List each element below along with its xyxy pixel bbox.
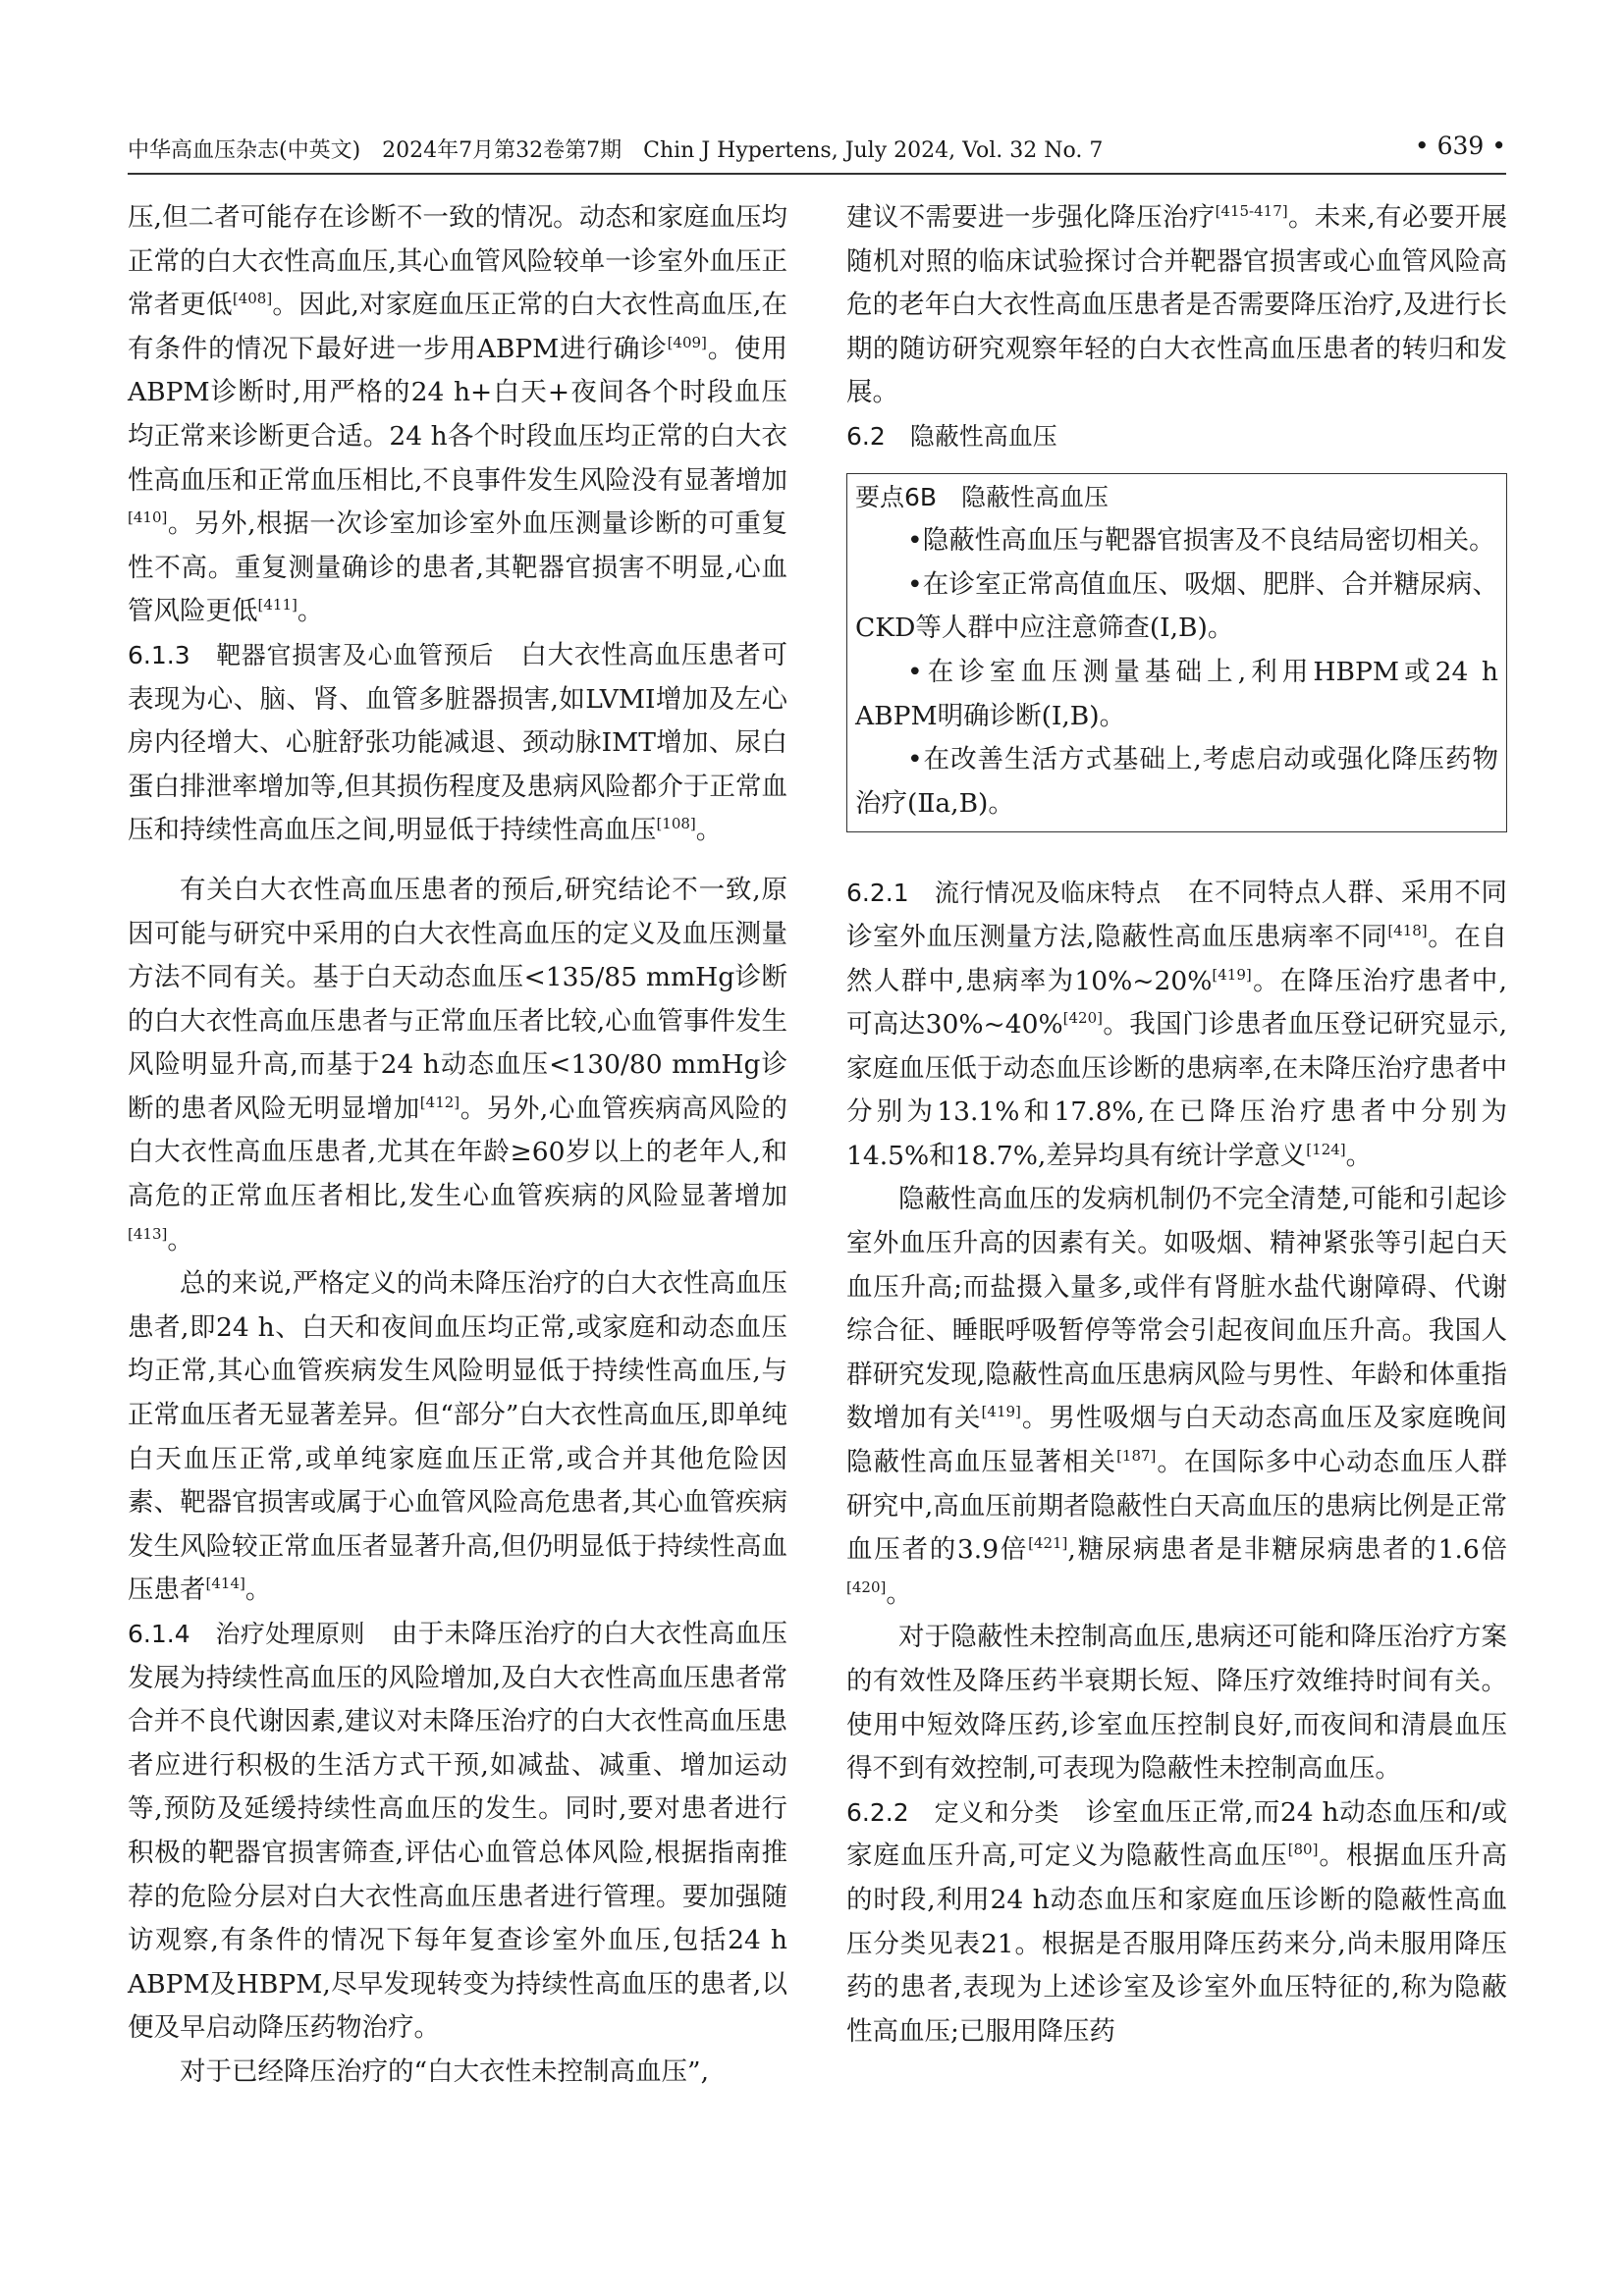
- paragraph: 6.2.2 定义和分类 诊室血压正常,而24 h动态血压和/或家庭血压升高,可定义为隐蔽性高血压[80]。根据血压升高的时段,利用24 h动态血压和家庭血压诊断的隐蔽性高血压分类见表21。根据是否服用降压药来分,尚未服用降压药的患者,表现为上述诊室及诊室外血压特征的,称为隐蔽性高血压;已服用降压药: [846, 1796, 1507, 2047]
- citation: [409]: [667, 333, 707, 351]
- paragraph: 有关白大衣性高血压患者的预后,研究结论不一致,原因可能与研究中采用的白大衣性高血压的定义及血压测量方法不同有关。基于白天动态血压<135/85 mmHg诊断的白大衣性高血压患者与正常血压者比较,心血管事件发生风险明显升高,而基于24 h动态血压<130/80 mmHg诊断的患者风险无明显增加[412]。另外,心血管疾病高风险的白大衣性高血压患者,尤其在年龄≥60岁以上的老年人,和高危的正常血压者相比,发生心血管疾病的风险显著增加[413]。: [128, 874, 787, 1255]
- citation: [108]: [656, 815, 696, 833]
- paragraph: 总的来说,严格定义的尚未降压治疗的白大衣性高血压患者,即24 h、白天和夜间血压均正常,或家庭和动态血压均正常,其心血管疾病发生风险明显低于持续性高血压,与正常血压者无显著差异。但“部分”白大衣性高血压,即单纯白天血压正常,或单纯家庭血压正常,或合并其他危险因素、靶器官损害或属于心血管风险高危患者,其心血管疾病发生风险较正常血压者显著升高,但仍明显低于持续性高血压患者[414]。: [128, 1268, 787, 1606]
- right-column: [846, 196, 1507, 2054]
- journal-info: 中华高血压杂志(中英文) 2024年7月第32卷第7期 Chin J Hypertens, July 2024, Vol. 32 No. 7: [128, 138, 1104, 163]
- citation: [413]: [128, 1224, 168, 1243]
- paragraph: 6.2.1 流行情况及临床特点 在不同特点人群、采用不同诊室外血压测量方法,隐蔽性高血压患病率不同[418]。在自然人群中,患病率为10%~20%[419]。在降压治疗患者中,可高达30%~40%[420]。我国门诊患者血压登记研究显示,家庭血压低于动态血压诊断的患病率,在未降压治疗患者中分别为13.1%和17.8%,在已降压治疗患者中分别为14.5%和18.7%,差异均具有统计学意义[124]。: [846, 878, 1507, 1171]
- section-heading: 6.2 隐蔽性高血压: [846, 421, 1057, 451]
- citation: [414]: [205, 1575, 245, 1593]
- paragraph: 6.1.4 治疗处理原则 由于未降压治疗的白大衣性高血压发展为持续性高血压的风险增加,及白大衣性高血压患者常合并不良代谢因素,建议对未降压治疗的白大衣性高血压患者应进行积极的生活方式干预,如减盐、减重、增加运动等,预防及延缓持续性高血压的发生。同时,要对患者进行积极的靶器官损害筛查,评估心血管总体风险,根据指南推荐的危险分层对白大衣性高血压患者进行管理。要加强随访观察,有条件的情况下每年复查诊室外血压,包括24 h ABPM及HBPM,尽早发现转变为持续性高血压的患者,以便及早启动降压药物治疗。: [128, 1619, 787, 2044]
- citation: [187]: [1116, 1447, 1157, 1466]
- citation: [418]: [1387, 921, 1428, 939]
- key-points-title: 要点6B 隐蔽性高血压: [855, 482, 1110, 511]
- citation: [419]: [981, 1403, 1021, 1421]
- running-header: [128, 133, 1506, 175]
- page-number: • 639 •: [1414, 132, 1506, 160]
- citation: [421]: [1028, 1534, 1068, 1553]
- citation: [419]: [1212, 965, 1252, 984]
- paragraph: 建议不需要进一步强化降压治疗[415-417]。未来,有必要开展随机对照的临床试验探讨合并靶器官损害或心血管风险高危的老年白大衣性高血压患者是否需要降压治疗,及进行长期的随访研究观察年轻的白大衣性高血压患者的转归和发展。: [846, 202, 1507, 408]
- key-point: •在诊室正常高值血压、吸烟、肥胖、合并糖尿病、CKD等人群中应注意筛查(Ⅰ,B)。: [855, 568, 1498, 644]
- citation: [80]: [1287, 1841, 1319, 1859]
- paragraph: 对于已经降压治疗的“白大衣性未控制高血压”,: [180, 2056, 710, 2087]
- subsection-heading: 6.1.4 治疗处理原则: [128, 1620, 365, 1648]
- citation: [420]: [846, 1577, 887, 1596]
- citation: [411]: [257, 596, 298, 614]
- citation: [412]: [419, 1093, 460, 1111]
- citation: [420]: [1062, 1009, 1103, 1028]
- key-points-box: [846, 473, 1507, 833]
- subsection-heading: 6.2.1 流行情况及临床特点: [846, 879, 1162, 908]
- key-point: •隐蔽性高血压与靶器官损害及不良结局密切相关。: [907, 525, 1495, 557]
- subsection-heading: 6.2.2 定义和分类: [846, 1797, 1060, 1827]
- paragraph: 压,但二者可能存在诊断不一致的情况。动态和家庭血压均正常的白大衣性高血压,其心血管风险较单一诊室外血压正常者更低[408]。因此,对家庭血压正常的白大衣性高血压,在有条件的情况下最好进一步用ABPM进行确诊[409]。使用ABPM诊断时,用严格的24 h+白天+夜间各个时段血压均正常来诊断更合适。24 h各个时段血压均正常的白大衣性高血压和正常血压相比,不良事件发生风险没有显著增加[410]。另外,根据一次诊室加诊室外血压测量诊断的可重复性不高。重复测量确诊的患者,其靶器官损害不明显,心血管风险更低[411]。: [128, 202, 788, 627]
- citation: [415-417]: [1215, 202, 1288, 220]
- subsection-heading: 6.1.3 靶器官损害及心血管预后: [128, 640, 495, 669]
- citation: [410]: [128, 508, 168, 527]
- citation: [124]: [1306, 1140, 1346, 1158]
- paragraph: 对于隐蔽性未控制高血压,患病还可能和降压治疗方案的有效性及降压药半衰期长短、降压疗效维持时间有关。使用中短效降压药,诊室血压控制良好,而夜间和清晨血压得不到有效控制,可表现为隐蔽性未控制高血压。: [846, 1622, 1507, 1785]
- left-column: [128, 196, 787, 2095]
- citation: [408]: [232, 290, 273, 308]
- key-point: •在改善生活方式基础上,考虑启动或强化降压药物治疗(Ⅱa,B)。: [855, 744, 1498, 819]
- paragraph: 6.1.3 靶器官损害及心血管预后 白大衣性高血压患者可表现为心、脑、肾、血管多脏器损害,如LVMI增加及左心房内径增大、心脏舒张功能减退、颈动脉IMT增加、尿白蛋白排泄率增加等,但其损伤程度及患病风险都介于正常血压和持续性高血压之间,明显低于持续性高血压[108]。: [128, 639, 787, 846]
- paragraph: 隐蔽性高血压的发病机制仍不完全清楚,可能和引起诊室外血压升高的因素有关。如吸烟、精神紧张等引起白天血压升高;而盐摄入量多,或伴有肾脏水盐代谢障碍、代谢综合征、睡眠呼吸暂停等常会引起夜间血压升高。我国人群研究发现,隐蔽性高血压患病风险与男性、年龄和体重指数增加有关[419]。男性吸烟与白天动态高血压及家庭晚间隐蔽性高血压显著相关[187]。在国际多中心动态血压人群研究中,高血压前期者隐蔽性白天高血压的患病比例是正常血压者的3.9倍[421],糖尿病患者是非糖尿病患者的1.6倍[420]。: [846, 1184, 1508, 1609]
- key-point: •在诊室血压测量基础上,利用HBPM或24 h ABPM明确诊断(Ⅰ,B)。: [855, 656, 1498, 731]
